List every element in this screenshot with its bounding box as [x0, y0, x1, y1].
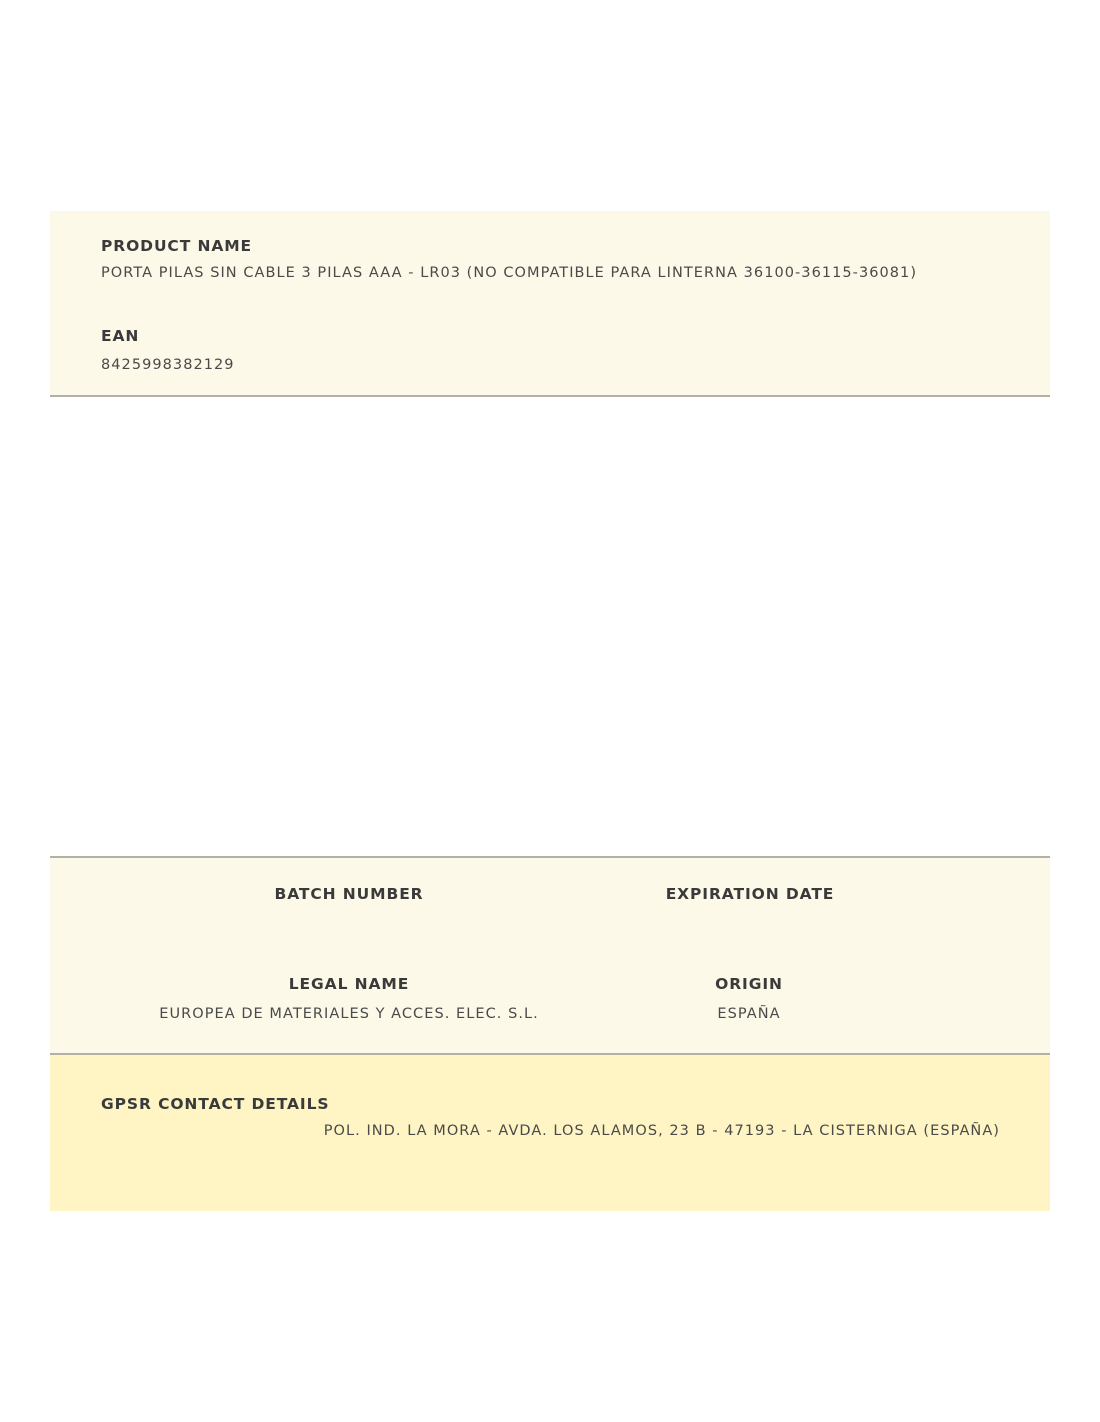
legal-name-value: EUROPEA DE MATERIALES Y ACCES. ELEC. S.L.: [159, 1006, 539, 1022]
ean-label: EAN: [101, 327, 140, 345]
ean-value: 8425998382129: [101, 357, 235, 373]
origin-label: ORIGIN: [715, 975, 783, 993]
gpsr-contact-panel: [50, 1055, 1050, 1211]
product-name-label: PRODUCT NAME: [101, 237, 253, 255]
product-details-panel: [50, 856, 1050, 1055]
legal-name-label: LEGAL NAME: [288, 975, 410, 993]
gpsr-contact-label: GPSR CONTACT DETAILS: [101, 1095, 330, 1113]
expiration-date-label: EXPIRATION DATE: [665, 885, 835, 903]
product-name-value: PORTA PILAS SIN CABLE 3 PILAS AAA - LR03 (NO COMPATIBLE PARA LINTERNA 36100-36115-36081): [101, 265, 918, 281]
origin-value: ESPAÑA: [717, 1006, 781, 1022]
gpsr-contact-address: POL. IND. LA MORA - AVDA. LOS ALAMOS, 23 B - 47193 - LA CISTERNIGA (ESPAÑA): [323, 1123, 1000, 1139]
batch-number-label: BATCH NUMBER: [274, 885, 424, 903]
product-info-panel: [50, 211, 1050, 397]
